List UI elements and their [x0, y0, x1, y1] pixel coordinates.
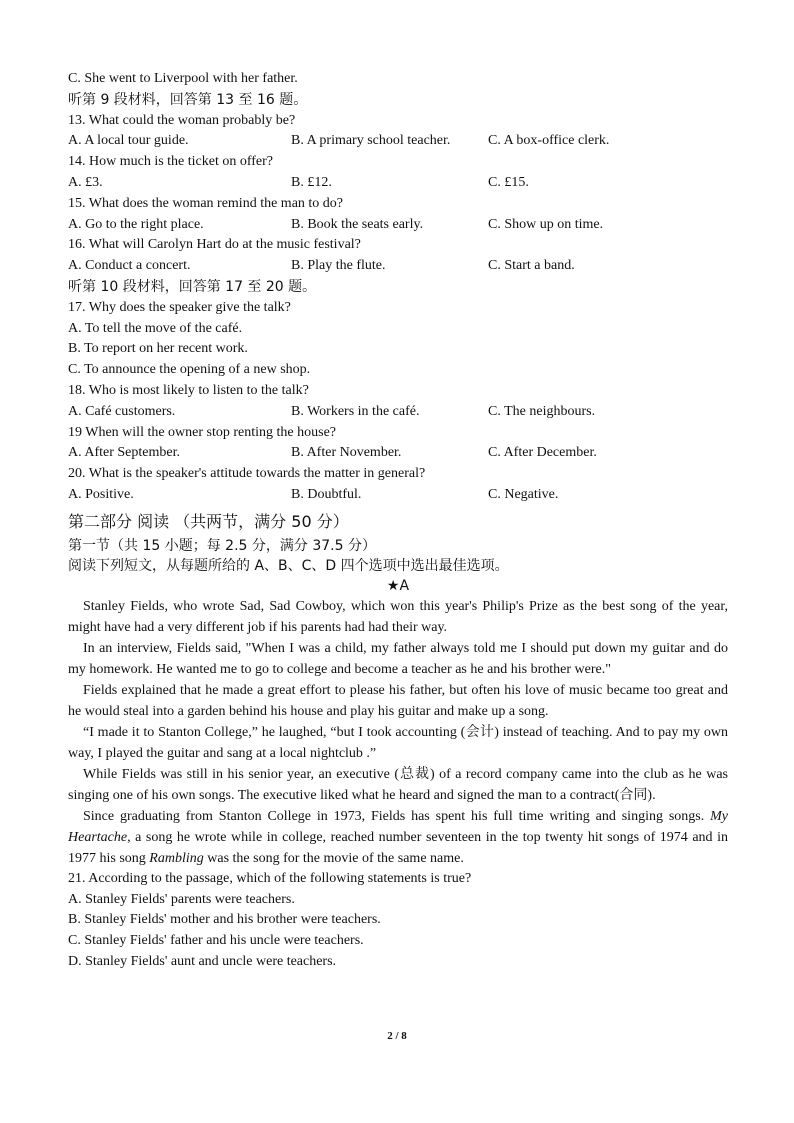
q15-stem: 15. What does the woman remind the man to do? [68, 195, 344, 211]
q17-option-b: B. To report on her recent work. [68, 341, 248, 357]
q14-option-b: B. £12. [291, 174, 332, 190]
q19-option-b: B. After November. [291, 445, 402, 461]
q15-option-c: C. Show up on time. [488, 216, 604, 232]
passage-paragraph-1: Stanley Fields, who wrote Sad, Sad Cowboy, which won this year's Philip's Prize as the best song of the year, might have had a very different job if his parents had had their way. [68, 598, 728, 635]
song-title-my-heartache: My Heartache [68, 808, 728, 845]
q18-option-c: C. The neighbours. [488, 403, 596, 419]
q13-options [68, 131, 728, 152]
material-10-instruction: 听第 10 段材料，回答第 17 至 20 题。 [68, 278, 317, 295]
q13-option-c: C. A box-office clerk. [488, 133, 610, 149]
q21-option-b: B. Stanley Fields' mother and his brother were teachers. [68, 912, 381, 928]
q18-option-b: B. Workers in the café. [291, 403, 420, 419]
passage-paragraph-4: “I made it to Stanton College,” he laughed, “but I took accounting (会计) instead of teaching. And to pay my own way, I played the guitar and sang at a local nightclub .” [68, 724, 728, 761]
section-one-title: 第一节（共 15 小题；每 2.5 分，满分 37.5 分） [68, 537, 376, 554]
paragraph-6-part-1: Since graduating from Stanton College in 1973, Fields has spent his full time writing and singing songs. [83, 808, 711, 824]
q21-option-d: D. Stanley Fields' aunt and uncle were teachers. [68, 953, 337, 969]
page-number: 2 / 8 [387, 1030, 407, 1042]
q20-option-c: C. Negative. [488, 486, 559, 502]
q20-options [68, 485, 728, 506]
q16-stem: 16. What will Carolyn Hart do at the music festival? [68, 237, 361, 253]
song-title-rambling: Rambling [149, 850, 204, 866]
part-two-title: 第二部分 阅读 （共两节，满分 50 分） [68, 511, 349, 531]
q12-option-c: C. She went to Liverpool with her father. [68, 71, 298, 86]
q16-options [68, 256, 728, 277]
q21-option-c: C. Stanley Fields' father and his uncle were teachers. [68, 933, 364, 949]
q16-option-a: A. Conduct a concert. [68, 258, 191, 274]
q21-option-a: A. Stanley Fields' parents were teachers. [68, 891, 295, 907]
passage-a-label: ★A [386, 577, 410, 594]
q14-options [68, 173, 728, 194]
q16-option-c: C. Start a band. [488, 258, 575, 274]
q13-stem: 13. What could the woman probably be? [68, 112, 296, 128]
q13-option-a: A. A local tour guide. [68, 133, 189, 149]
passage-paragraph-3: Fields explained that he made a great effort to please his father, but often his love of music became too great and he would steal into a garden behind his house and play his guitar and make up a song. [68, 682, 728, 719]
paragraph-6-part-3: was the song for the movie of the same name. [203, 850, 464, 866]
q17-option-c: C. To announce the opening of a new shop. [68, 362, 311, 378]
q13-option-b: B. A primary school teacher. [291, 133, 451, 149]
q14-option-a: A. £3. [68, 174, 103, 190]
q16-option-b: B. Play the flute. [291, 258, 386, 274]
q15-option-a: A. Go to the right place. [68, 216, 204, 232]
material-9-instruction: 听第 9 段材料，回答第 13 至 16 题。 [68, 91, 308, 108]
q19-stem: 19 When will the owner stop renting the house? [68, 424, 337, 440]
q14-option-c: C. £15. [488, 174, 529, 190]
section-one-instruction: 阅读下列短文，从每题所给的 A、B、C、D 四个选项中选出最佳选项。 [68, 557, 509, 574]
q18-options [68, 402, 728, 423]
exam-page [68, 69, 728, 973]
passage-paragraph-6 [68, 806, 728, 869]
q15-option-b: B. Book the seats early. [291, 216, 424, 232]
q20-option-a: A. Positive. [68, 486, 134, 502]
q20-option-b: B. Doubtful. [291, 486, 362, 502]
q19-option-c: C. After December. [488, 445, 597, 461]
q17-option-a: A. To tell the move of the café. [68, 320, 243, 336]
q15-options [68, 215, 728, 236]
paragraph-6-part-2: , a song he wrote while in college, reached number seventeen in the top twenty hit songs of 1974 and in 1977 his song [68, 829, 728, 866]
q20-stem: 20. What is the speaker's attitude towards the matter in general? [68, 466, 426, 482]
q18-option-a: A. Café customers. [68, 403, 176, 419]
q19-options [68, 443, 728, 464]
q21-stem: 21. According to the passage, which of the following statements is true? [68, 870, 472, 886]
passage-paragraph-2: In an interview, Fields said, "When I was a child, my father always told me I should put down my guitar and do my homework. He wanted me to go to college and become a teacher as he and his brother were." [68, 640, 728, 677]
passage-paragraph-5: While Fields was still in his senior year, an executive (总裁) of a record company came into the club as he was singing one of his own songs. The executive liked what he heard and signed the man to a contract(合同). [68, 766, 728, 803]
q19-option-a: A. After September. [68, 445, 180, 461]
q17-stem: 17. Why does the speaker give the talk? [68, 299, 291, 315]
q14-stem: 14. How much is the ticket on offer? [68, 154, 274, 170]
q18-stem: 18. Who is most likely to listen to the talk? [68, 382, 309, 398]
